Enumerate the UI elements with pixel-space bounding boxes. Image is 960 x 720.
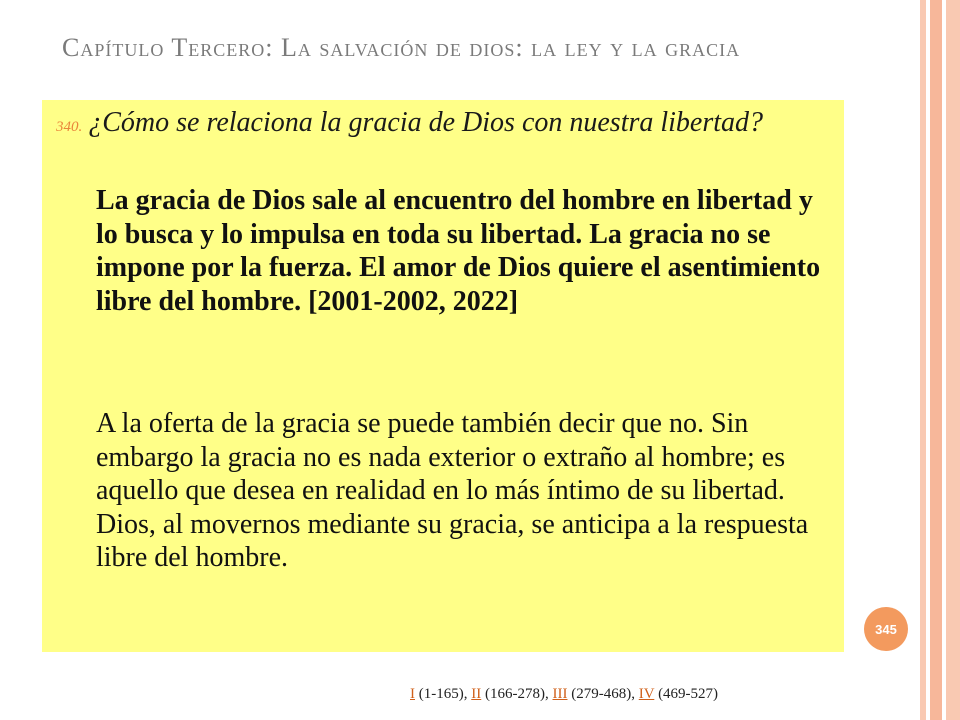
answer-text: La gracia de Dios sale al encuentro del hombre en libertad y lo busca y lo impulsa en toda su libertad. La gracia no se impone por la fuerza. El amor de Dios quiere el asentimiento libre del hombre. [2001-2002, 2022] <box>96 185 821 317</box>
link-part-3[interactable]: III <box>552 686 568 702</box>
link-part-4[interactable]: IV <box>638 686 655 702</box>
range-part-1: (1-165), <box>415 686 472 702</box>
link-part-1[interactable]: I <box>410 686 415 702</box>
stripe <box>930 0 942 720</box>
question-number: 340. <box>56 119 83 135</box>
decorative-stripes <box>920 0 960 720</box>
question-text: ¿Cómo se relaciona la gracia de Dios con nuestra libertad? <box>88 107 764 138</box>
footer-nav <box>410 686 850 703</box>
page-number-badge: 345 <box>864 607 908 651</box>
range-part-2: (166-278), <box>481 686 553 702</box>
range-part-4: (469-527) <box>654 686 719 702</box>
range-part-3: (279-468), <box>567 686 639 702</box>
link-part-2[interactable]: II <box>471 686 482 702</box>
stripe <box>946 0 960 720</box>
slide-title: Capítulo Tercero: La salvación de dios: la ley y la gracia <box>62 33 741 62</box>
commentary-text: A la oferta de la gracia se puede también decir que no. Sin embargo la gracia no es nada exterior o extraño al hombre; es aquello que desea en realidad en lo más íntimo de su libertad. Dios, al movernos mediante su gracia, se anticipa a la respuesta libre del hombre. <box>96 408 809 573</box>
question-block <box>56 106 826 139</box>
